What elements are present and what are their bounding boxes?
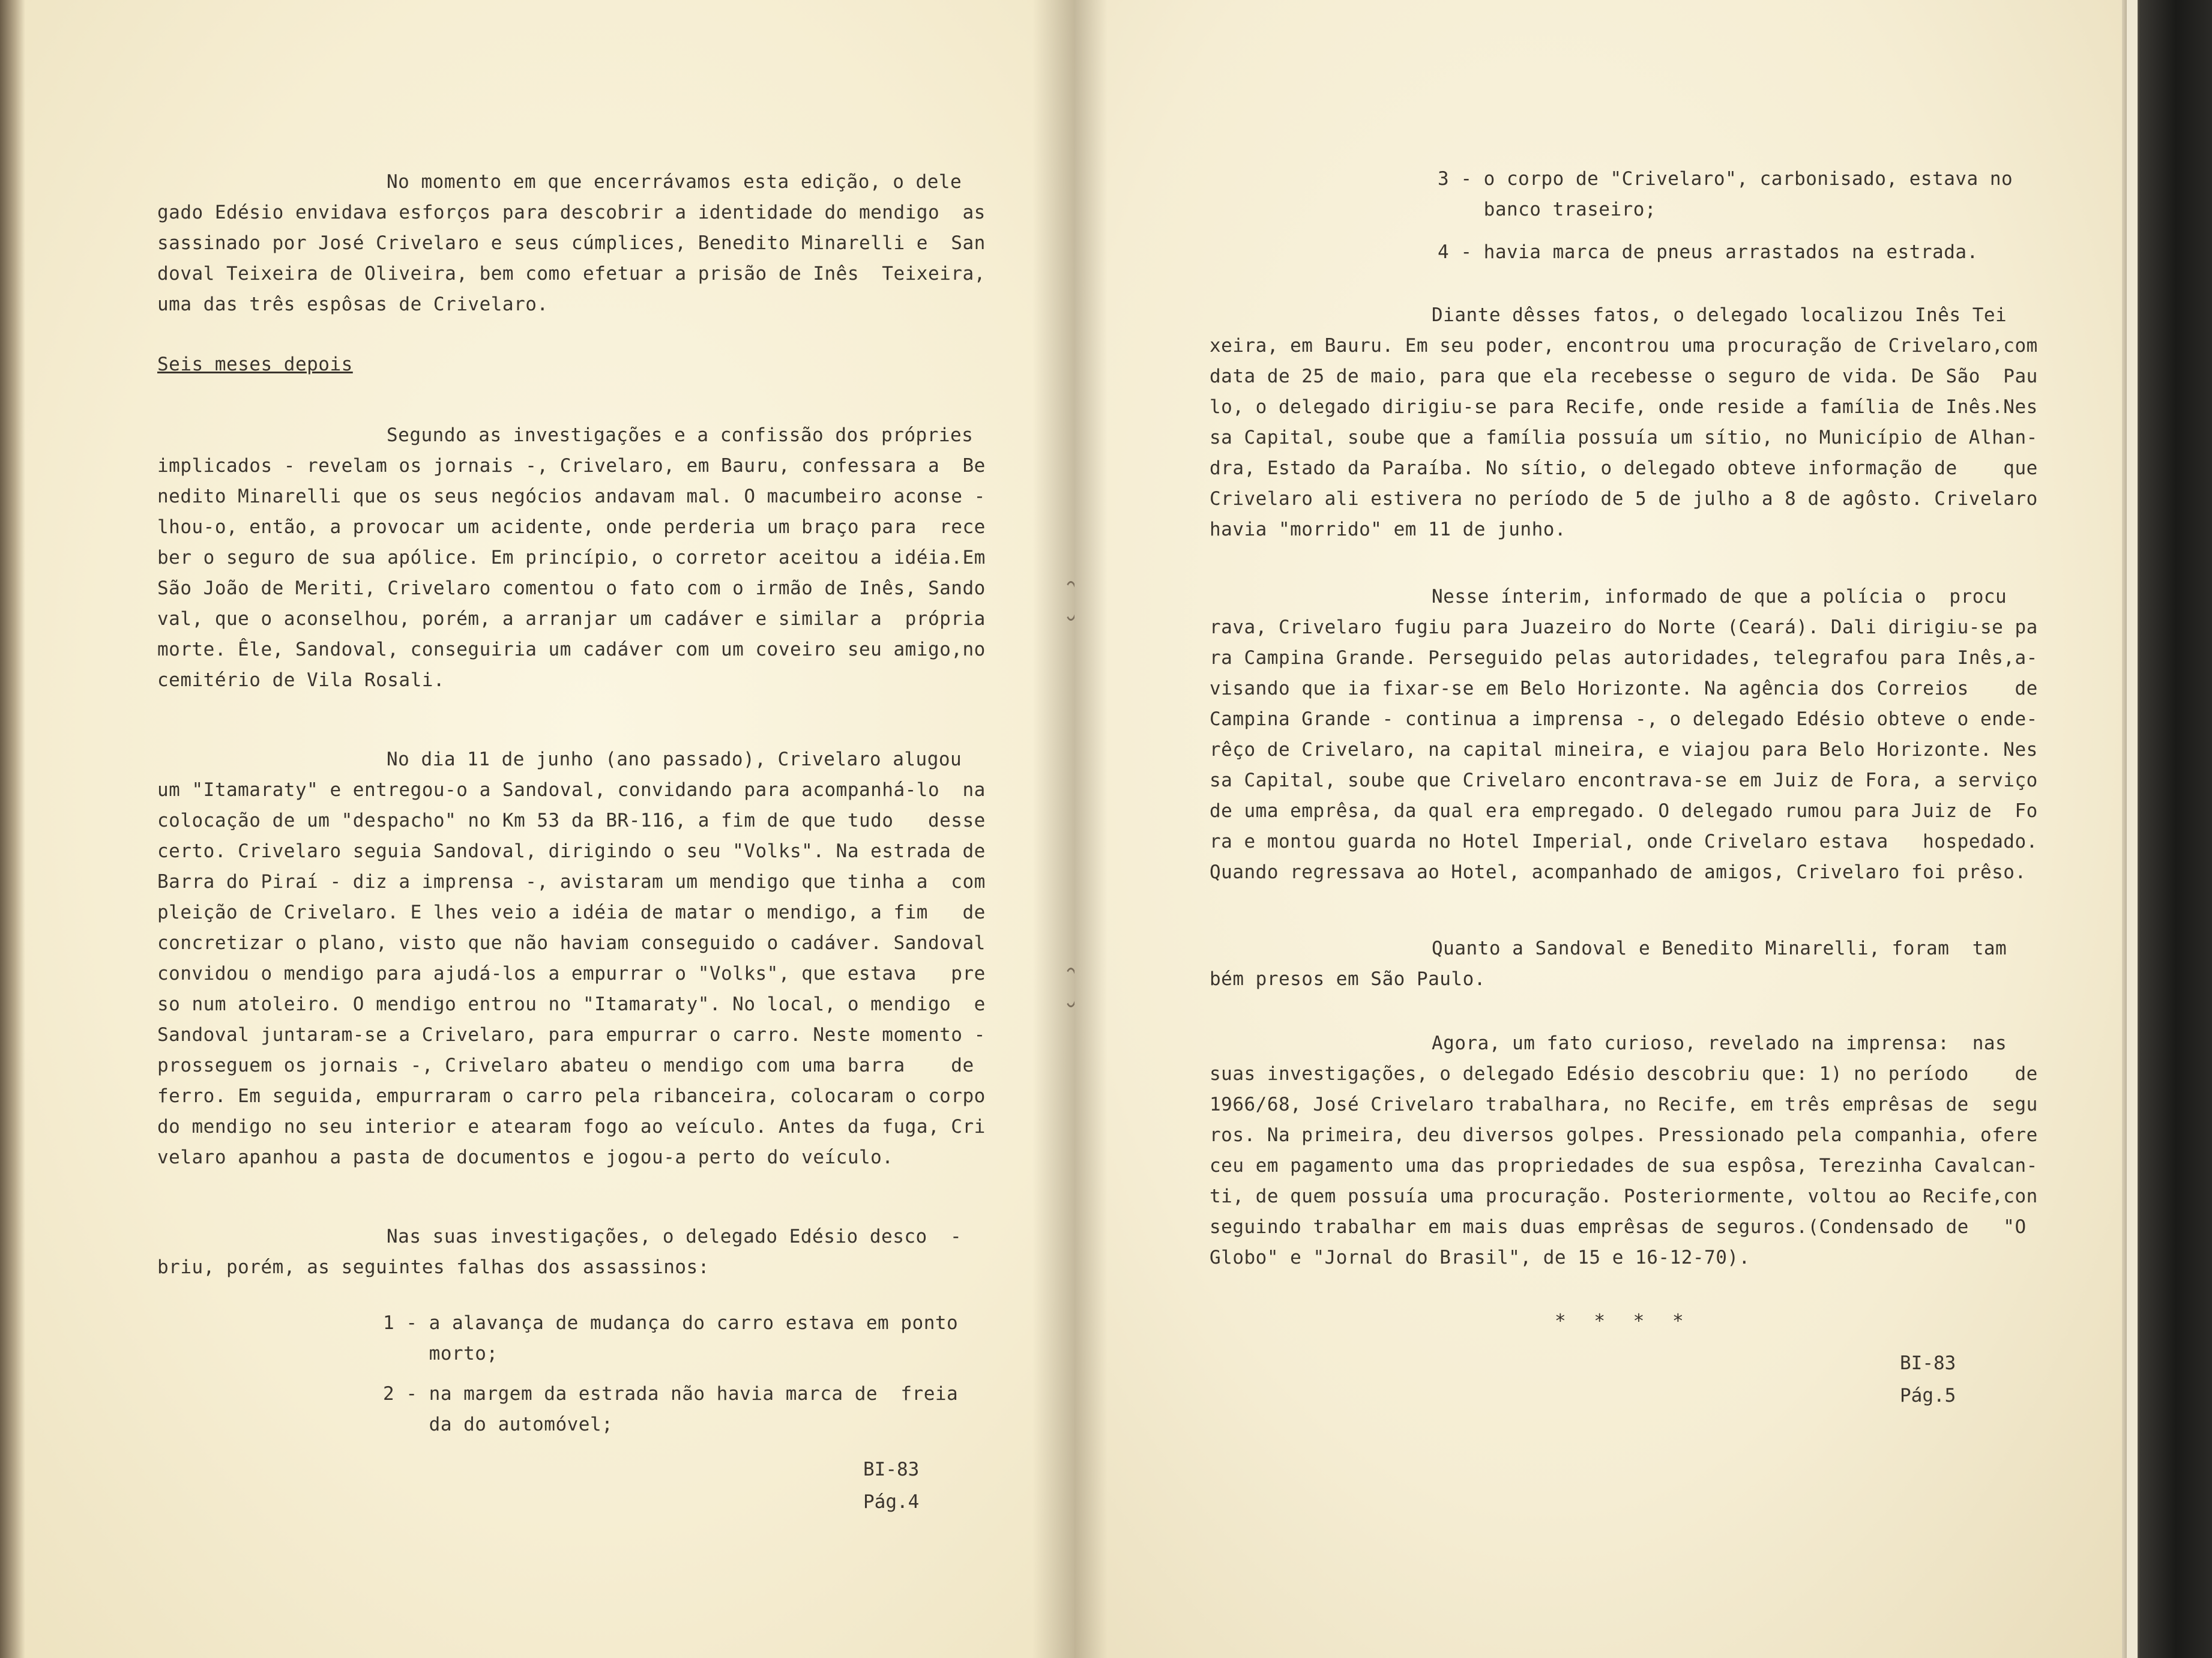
right-p3-line: bém presos em São Paulo.	[1210, 968, 1486, 990]
right-p1-line: havia "morrido" em 11 de junho.	[1210, 519, 1567, 540]
right-item3-line: banco traseiro;	[1438, 199, 1657, 220]
left-intro-line: gado Edésio envidava esforços para descobrir a identidade do mendigo as	[157, 202, 986, 223]
right-item4-line: 4 - havia marca de pneus arrastados na estrada.	[1438, 241, 1978, 263]
left-p2-line: colocação de um "despacho" no Km 53 da BR-116, a fim de que tudo desse	[157, 810, 986, 831]
right-p2-line: ra Campina Grande. Perseguido pelas autoridades, telegrafou para Inês,a-	[1210, 647, 2038, 669]
left-p1-line: lhou-o, então, a provocar um acidente, onde perderia um braço para rece	[157, 516, 986, 538]
left-p2-line: pleição de Crivelaro. E lhes veio a idéia de matar o mendigo, a fim de	[157, 902, 986, 923]
right-p4-line: ceu em pagamento uma das propriedades de sua espôsa, Terezinha Cavalcan-	[1210, 1155, 2038, 1177]
left-p2-line: do mendigo no seu interior e atearam fogo ao veículo. Antes da fuga, Cri	[157, 1116, 986, 1138]
right-p1-line: lo, o delegado dirigiu-se para Recife, onde reside a família de Inês.Nes	[1210, 396, 2038, 418]
left-p2-line: Barra do Piraí - diz a imprensa -, avistaram um mendigo que tinha a com	[157, 871, 986, 893]
left-p1-line: implicados - revelam os jornais -, Crivelaro, em Bauru, confessara a Be	[157, 455, 986, 477]
left-intro-line: uma das três espôsas de Crivelaro.	[157, 294, 549, 315]
spine-shadow	[1032, 0, 1074, 1658]
left-p1-line: nedito Minarelli que os seus negócios andavam mal. O macumbeiro aconse -	[157, 486, 986, 507]
section-separator: * * * *	[1555, 1310, 1692, 1332]
binding-hole	[1064, 968, 1074, 1007]
right-p4-line: seguindo trabalhar em mais duas emprêsas de seguros.(Condensado de "O	[1210, 1216, 2027, 1238]
left-page-number: Pág.4	[863, 1491, 920, 1513]
left-p1-line: São João de Meriti, Crivelaro comentou o fato com o irmão de Inês, Sando	[157, 577, 986, 599]
right-p1-line: data de 25 de maio, para que ela recebesse o seguro de vida. De São Pau	[1210, 366, 2038, 387]
left-p1-line: cemitério de Vila Rosali.	[157, 669, 445, 691]
left-item1-line: 1 - a alavança de mudança do carro estava em ponto	[383, 1312, 959, 1334]
right-p2-line: Nesse ínterim, informado de que a polícia o procu	[1432, 586, 2007, 607]
left-p2-line: so num atoleiro. O mendigo entrou no "Itamaraty". No local, o mendigo e	[157, 993, 986, 1015]
right-p1-line: xeira, em Bauru. Em seu poder, encontrou uma procuração de Crivelaro,com	[1210, 335, 2038, 357]
left-intro-line: sassinado por José Crivelaro e seus cúmplices, Benedito Minarelli e San	[157, 232, 986, 254]
left-item2-line: 2 - na margem da estrada não havia marca de freia	[383, 1383, 959, 1405]
left-intro-line: doval Teixeira de Oliveira, bem como efetuar a prisão de Inês Teixeira,	[157, 263, 986, 285]
left-p2-line: concretizar o plano, visto que não haviam conseguido o cadáver. Sandoval	[157, 932, 986, 954]
left-footer-code: BI-83	[863, 1459, 920, 1480]
left-p2-line: ferro. Em seguida, empurraram o carro pela ribanceira, colocaram o corpo	[157, 1085, 986, 1107]
left-p1-line: Segundo as investigações e a confissão dos própries	[387, 424, 974, 446]
right-p2-line: rava, Crivelaro fugiu para Juazeiro do Norte (Ceará). Dali dirigiu-se pa	[1210, 616, 2038, 638]
right-p2-line: rêço de Crivelaro, na capital mineira, e viajou para Belo Horizonte. Nes	[1210, 739, 2038, 761]
right-p2-line: Quando regressava ao Hotel, acompanhado de amigos, Crivelaro foi prêso.	[1210, 861, 2027, 883]
left-p2-line: certo. Crivelaro seguia Sandoval, dirigindo o seu "Volks". Na estrada de	[157, 840, 986, 862]
binding-hole	[1064, 581, 1074, 621]
left-p2-line: prosseguem os jornais -, Crivelaro abateu o mendigo com uma barra de	[157, 1055, 974, 1076]
right-footer-code: BI-83	[1900, 1352, 1956, 1374]
right-p3-line: Quanto a Sandoval e Benedito Minarelli, foram tam	[1432, 938, 2007, 959]
right-p4-line: suas investigações, o delegado Edésio descobriu que: 1) no período de	[1210, 1063, 2038, 1085]
right-p2-line: ra e montou guarda no Hotel Imperial, onde Crivelaro estava hospedado.	[1210, 831, 2038, 852]
right-item3-line: 3 - o corpo de "Crivelaro", carbonisado, estava no	[1438, 168, 2013, 190]
left-item1-line: morto;	[383, 1343, 498, 1364]
right-p4-line: ros. Na primeira, deu diversos golpes. Pressionado pela companhia, ofere	[1210, 1124, 2038, 1146]
right-p1-line: Crivelaro ali estivera no período de 5 de julho a 8 de agôsto. Crivelaro	[1210, 488, 2038, 510]
left-p1-line: ber o seguro de sua apólice. Em princípio, o corretor aceitou a idéia.Em	[157, 547, 986, 568]
right-p4-line: Globo" e "Jornal do Brasil", de 15 e 16-12-70).	[1210, 1247, 1750, 1268]
left-intro-line: No momento em que encerrávamos esta edição, o dele	[387, 171, 962, 193]
spine-shadow	[1074, 0, 1108, 1658]
right-p2-line: visando que ia fixar-se em Belo Horizonte. Na agência dos Correios de	[1210, 678, 2038, 699]
left-page-edge	[0, 0, 25, 1658]
left-p2-line: Sandoval juntaram-se a Crivelaro, para empurrar o carro. Neste momento -	[157, 1024, 986, 1046]
left-p2-line: um "Itamaraty" e entregou-o a Sandoval, convidando para acompanhá-lo na	[157, 779, 986, 801]
right-p2-line: sa Capital, soube que Crivelaro encontrava-se em Juiz de Fora, a serviço	[1210, 770, 2038, 791]
left-p3-line: briu, porém, as seguintes falhas dos assassinos:	[157, 1256, 710, 1278]
left-p3-line: Nas suas investigações, o delegado Edésio desco -	[387, 1226, 962, 1247]
right-p2-line: Campina Grande - continua a imprensa -, o delegado Edésio obteve o ende-	[1210, 708, 2038, 730]
left-p1-line: morte. Êle, Sandoval, conseguiria um cadáver com um coveiro seu amigo,no	[157, 639, 986, 660]
right-page-number: Pág.5	[1900, 1385, 1956, 1406]
right-p4-line: 1966/68, José Crivelaro trabalhara, no Recife, em três emprêsas de segu	[1210, 1094, 2038, 1115]
right-p2-line: de uma emprêsa, da qual era empregado. O delegado rumou para Juiz de Fo	[1210, 800, 2038, 822]
right-p1-line: dra, Estado da Paraíba. No sítio, o delegado obteve informação de que	[1210, 457, 2038, 479]
left-p2-line: No dia 11 de junho (ano passado), Crivelaro alugou	[387, 749, 962, 770]
left-p2-line: velaro apanhou a pasta de documentos e jogou-a perto do veículo.	[157, 1147, 894, 1168]
left-page	[0, 0, 1074, 1658]
right-p4-line: Agora, um fato curioso, revelado na imprensa: nas	[1432, 1032, 2007, 1054]
left-heading-line: Seis meses depois	[157, 354, 353, 375]
book-cover-edge	[2122, 0, 2212, 1658]
right-page	[1074, 0, 2122, 1658]
right-p1-line: Diante dêsses fatos, o delegado localizou Inês Tei	[1432, 304, 2007, 326]
right-p1-line: sa Capital, soube que a família possuía um sítio, no Município de Alhan-	[1210, 427, 2038, 448]
left-p2-line: convidou o mendigo para ajudá-los a empurrar o "Volks", que estava pre	[157, 963, 986, 984]
left-item2-line: da do automóvel;	[383, 1414, 613, 1435]
right-p4-line: ti, de quem possuía uma procuração. Posteriormente, voltou ao Recife,con	[1210, 1186, 2038, 1207]
left-p1-line: val, que o aconselhou, porém, a arranjar um cadáver e similar a própria	[157, 608, 986, 630]
